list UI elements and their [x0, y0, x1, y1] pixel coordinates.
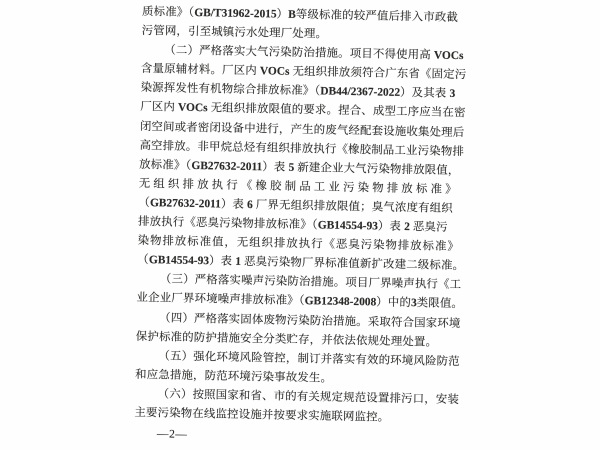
text-line: 保护标准的防护措施安全分类贮存，并依法依规处理处置。 — [135, 330, 438, 349]
text-line: 主要污染物在线监控设施并按要求实施联网监控。 — [134, 406, 390, 424]
text-line: 闭空间或者密闭设备中进行，产生的废气经配套设施收集处理后 — [139, 120, 465, 139]
text-line: （五）强化环境风险管控，制订并落实有效的环境风险防范 — [158, 350, 460, 368]
text-line: （GB14554-93）表 1 恶臭污染物厂界标准值新扩改建二级标准。 — [137, 254, 465, 273]
text-line: 排放执行《恶臭污染物排放标准》（GB14554-93）表 2 恶臭污 — [137, 215, 448, 234]
text-line: 和应急措施，防范环境污染事故发生。 — [135, 368, 333, 385]
document-body — [134, 3, 467, 449]
text-line: 高空排放。非甲烷总烃有组织排放执行《橡胶制品工业污染物排 — [139, 139, 465, 158]
text-line: 放标准》（GB27632-2011）表 5 新建企业大气污染物排放限值， — [139, 158, 460, 177]
text-line: （GB27632-2011）表 6 厂界无组织排放限值；臭气浓度有组织 — [138, 196, 453, 215]
text-line: （三）严格落实噪声污染防治措施。项目厂界噪声执行《工 — [159, 273, 462, 292]
text-line: 含量原辅材料。厂区内 VOCs 无组织排放须符合广东省《固定污 — [140, 63, 467, 82]
text-line: 染源挥发性有机物综合排放标准》（DB44/2367-2022）及其表 3 — [140, 82, 456, 101]
text-line: 染物排放标准值，无组织排放执行《恶臭污染物排放标准》 — [137, 235, 460, 254]
paragraph-lines — [134, 3, 467, 429]
text-line: （六）按照国家和省、市的有关规定规范设置排污口，安装 — [157, 388, 460, 406]
text-line: （四）严格落实固体废物污染防治措施。采取符合国家环境 — [159, 311, 461, 330]
page-number: —2— — [156, 427, 188, 441]
text-line: 无组织排放执行《橡胶制品工业污染物排放标准》 — [138, 177, 460, 196]
text-line: 业企业厂界环境噪声排放标准》（GB12348-2008）中的3类限值。 — [136, 292, 464, 311]
text-line: 污管网，引至城镇污水处理厂处理。 — [141, 25, 328, 41]
text-line: 质标准》（GB/T31962-2015）B等级标准的较严值后排入市政截 — [141, 5, 459, 25]
text-line: （二）严格落实大气污染防治措施。项目不得使用高 VOCs — [164, 44, 464, 63]
text-line: 厂区内 VOCs 无组织排放限值的要求。捏合、成型工序应当在密 — [140, 101, 466, 120]
